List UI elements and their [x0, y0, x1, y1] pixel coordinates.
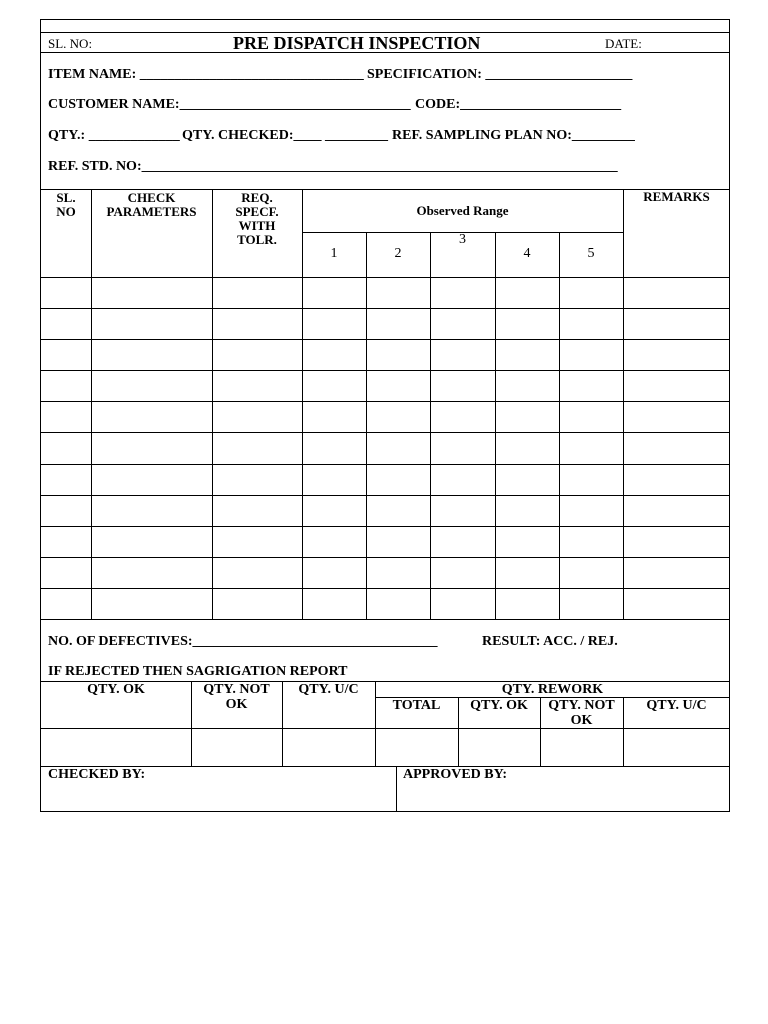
qty-ok-header: QTY. OK [87, 682, 145, 697]
obs-col-1: 1 [330, 246, 338, 261]
ref-std-no-field[interactable]: REF. STD. NO:____________________________________________________________________ [48, 159, 618, 174]
ref-sampling-plan-field[interactable]: REF. SAMPLING PLAN NO:_________ [392, 128, 635, 143]
col-header-sl-no: SL. NO [56, 190, 76, 219]
col-header-observed-range: Observed Range [416, 203, 509, 218]
col-divider [495, 232, 496, 619]
table-bottom-rule [40, 619, 730, 620]
table-row [40, 370, 730, 371]
code-field[interactable]: CODE:_______________________ [415, 97, 622, 112]
rework-header-bottom-rule [40, 728, 730, 729]
rework-col-divider [540, 697, 541, 767]
rework-col-divider [458, 697, 459, 767]
rework-col-divider [375, 681, 376, 767]
signature-divider [396, 766, 397, 812]
col-divider [559, 232, 560, 619]
defectives-field[interactable]: NO. OF DEFECTIVES:___________________________________ [48, 634, 438, 649]
table-row [40, 588, 730, 589]
table-row [40, 401, 730, 402]
col-divider [302, 189, 303, 619]
col-divider [430, 232, 431, 619]
col-divider [91, 189, 92, 619]
col-divider [212, 189, 213, 619]
result-field[interactable]: RESULT: ACC. / REJ. [482, 634, 618, 649]
table-row [40, 339, 730, 340]
table-row [40, 557, 730, 558]
obs-col-4: 4 [523, 246, 531, 261]
rework-ok-header: QTY. OK [470, 698, 528, 713]
table-row [40, 526, 730, 527]
col-header-req-specf: REQ. SPECF. WITH TOLR. [235, 190, 279, 247]
specification-field[interactable]: SPECIFICATION: _____________________ [367, 67, 633, 82]
obs-col-5: 5 [587, 246, 595, 261]
rework-col-divider [191, 681, 192, 767]
page-title: PRE DISPATCH INSPECTION [233, 33, 481, 53]
sl-no-label: SL. NO: [48, 36, 93, 51]
col-divider [623, 189, 624, 619]
table-row [40, 308, 730, 309]
table-row [40, 464, 730, 465]
rework-col-divider [623, 697, 624, 767]
qty-checked-field[interactable]: QTY. CHECKED:____ _________ [182, 128, 389, 143]
rework-uc-header: QTY. U/C [646, 698, 707, 713]
rejected-title: IF REJECTED THEN SAGRIGATION REPORT [48, 664, 348, 679]
approved-by-label: APPROVED BY: [403, 767, 508, 782]
table-row [40, 495, 730, 496]
rework-total-header: TOTAL [392, 698, 441, 713]
customer-name-field[interactable]: CUSTOMER NAME:_________________________________ [48, 97, 411, 112]
item-name-field[interactable]: ITEM NAME: ________________________________ [48, 67, 364, 82]
col-header-check-parameters: CHECK PARAMETERS [106, 190, 197, 219]
rework-not-ok-header: QTY. NOT OK [548, 698, 615, 728]
date-label: DATE: [605, 36, 642, 51]
qty-uc-header: QTY. U/C [298, 682, 359, 697]
header-bottom-rule [40, 52, 730, 53]
qty-not-ok-header: QTY. NOT OK [203, 682, 270, 712]
qty-rework-header: QTY. REWORK [501, 682, 604, 697]
qty-field[interactable]: QTY.: _____________ [48, 128, 180, 143]
table-row [40, 432, 730, 433]
header-row-rule [40, 277, 730, 278]
rework-col-divider [282, 681, 283, 767]
obs-col-3: 3 [459, 232, 466, 247]
col-header-remarks: REMARKS [643, 189, 710, 204]
col-divider [366, 232, 367, 619]
checked-by-label: CHECKED BY: [48, 767, 146, 782]
obs-col-2: 2 [394, 246, 402, 261]
